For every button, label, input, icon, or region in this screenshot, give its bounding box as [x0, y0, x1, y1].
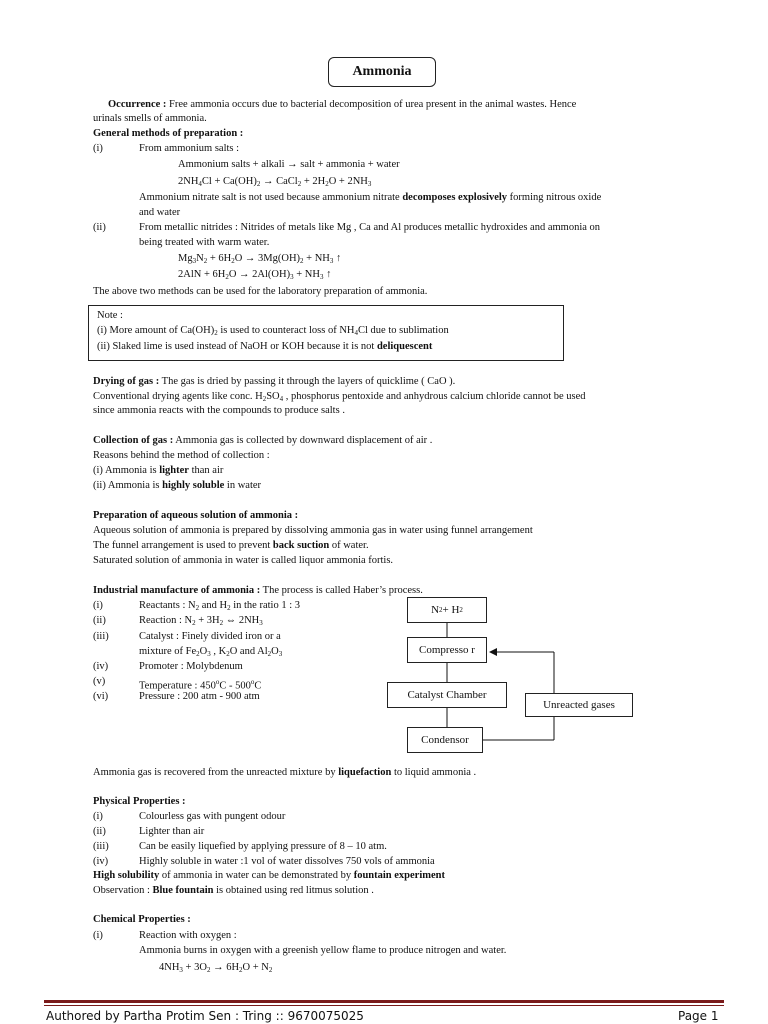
footer-author: Authored by Partha Protim Sen : Tring :: 9670075025 — [46, 1009, 364, 1023]
page-title: Ammonia — [328, 57, 436, 87]
solubility-line: High solubility of ammonia in water can be demonstrated by fountain experiment — [93, 870, 446, 881]
collection-line: Collection of gas : Ammonia gas is collected by downward displacement of air . — [93, 435, 433, 446]
industrial-item-5-number: (v) — [93, 676, 106, 687]
flow-box-condensor: Condensor — [407, 727, 483, 753]
nitrate-note-line-1: Ammonium nitrate salt is not used because ammonium nitrate decomposes explosively forming nitrous oxide — [139, 192, 602, 203]
industrial-heading: Industrial manufacture of ammonia : The process is called Haber’s process. — [93, 585, 423, 596]
footer-page-number: Page 1 — [678, 1009, 719, 1023]
collection-reason-2: (ii) Ammonia is highly soluble in water — [93, 480, 262, 491]
method-i-text: From ammonium salts : — [139, 143, 240, 154]
note-line-1: (i) More amount of $Ca(OH)_2$ is used to counteract loss of $NH_4Cl$ due to sublimation — [97, 325, 449, 337]
equation-2: $2NH_4Cl + Ca(OH)_2$ → CaCl$_2$ + $2H_2O + 2NH_3$ — [178, 176, 372, 188]
physical-item-2-number: (ii) — [93, 826, 106, 837]
aqueous-line-1: Aqueous solution of ammonia is prepared by dissolving ammonia gas in water using funnel arrangement — [93, 525, 533, 536]
flow-box-unreacted-gases: Unreacted gases — [525, 693, 633, 717]
flow-box-compressor: Compresso r — [407, 637, 487, 663]
oxygen-equation: $4NH_3 + 3O_2 \to 6H_2O + N_2$ — [159, 962, 273, 974]
liquefaction-line: Ammonia gas is recovered from the unreacted mixture by liquefaction to liquid ammonia . — [93, 767, 477, 778]
method-ii-text-2: being treated with warm water. — [139, 237, 270, 248]
flow-box-reactants: N 2 + H 2 — [407, 597, 487, 623]
aqueous-line-3: Saturated solution of ammonia in water is called liquor ammonia fortis. — [93, 555, 394, 566]
method-ii-text-1: From metallic nitrides : Nitrides of metals like Mg , Ca and Al produces metallic hydroxides and ammonia on — [139, 222, 601, 233]
aqueous-heading: Preparation of aqueous solution of ammonia : — [93, 510, 299, 521]
industrial-item-3-cont: mixture of $Fe_2O_3$ , $K_2O$ and $Al_2O_3$ — [139, 646, 283, 658]
physical-item-4-number: (iv) — [93, 856, 109, 867]
observation-line: Observation : Blue fountain is obtained using red litmus solution . — [93, 885, 374, 896]
note-label: Note : — [97, 310, 123, 321]
footer-rule-thick — [44, 1000, 724, 1003]
equation-4: $2AlN + 6H_2O \to 2Al(OH)_3 + NH_3$ ↑ — [178, 269, 332, 281]
drying-line-3: since ammonia reacts with the compounds to produce salts . — [93, 405, 345, 416]
note-line-2: (ii) Slaked lime is used instead of NaOH or KOH because it is not deliquescent — [97, 341, 433, 352]
method-i-number: (i) — [93, 143, 103, 154]
general-methods-heading: General methods of preparation : — [93, 128, 244, 139]
industrial-item-3: Catalyst : Finely divided iron or a — [139, 631, 281, 642]
industrial-item-1: Reactants : $N_2$ and $H_2$ in the ratio 1 : 3 — [139, 600, 300, 612]
physical-item-1-number: (i) — [93, 811, 103, 822]
collection-reason-1: (i) Ammonia is lighter than air — [93, 465, 224, 476]
drying-line-2: Conventional drying agents like conc. $H_2SO_4$ , phosphorus pentoxide and anhydrous calcium chloride cannot be used — [93, 391, 586, 403]
chemical-item-1: Reaction with oxygen : — [139, 930, 237, 941]
chemical-heading: Chemical Properties : — [93, 914, 191, 925]
equation-1: Ammonium salts + alkali → salt + ammonia + water — [178, 159, 400, 170]
physical-item-4: Highly soluble in water :1 vol of water dissolves 750 vols of ammonia — [139, 856, 435, 867]
occurrence-line-1: Occurrence : Free ammonia occurs due to bacterial decomposition of urea present in the animal wastes. Hence — [108, 99, 577, 110]
collection-reasons: Reasons behind the method of collection : — [93, 450, 270, 461]
equation-3: $Mg_3N_2 + 6H_2O \to 3Mg(OH)_2 + NH_3$ ↑ — [178, 253, 342, 265]
method-ii-number: (ii) — [93, 222, 106, 233]
footer-rule-thin — [44, 1005, 724, 1006]
industrial-item-5: Temperature : 450$^o$C - 500$^o$C — [139, 678, 262, 692]
industrial-item-2-number: (ii) — [93, 615, 106, 626]
industrial-item-2: Reaction : $N_2 + 3H_2$ ⇔ $2NH_3$ — [139, 615, 263, 627]
industrial-item-3-number: (iii) — [93, 631, 109, 642]
drying-line-1: Drying of gas : The gas is dried by passing it through the layers of quicklime ( CaO ). — [93, 376, 456, 387]
industrial-item-4-number: (iv) — [93, 661, 109, 672]
chemical-item-1-number: (i) — [93, 930, 103, 941]
industrial-item-6-number: (vi) — [93, 691, 109, 702]
physical-item-3: Can be easily liquefied by applying pressure of 8 – 10 atm. — [139, 841, 387, 852]
lab-preparation-note: The above two methods can be used for the laboratory preparation of ammonia. — [93, 286, 428, 297]
industrial-item-4: Promoter : Molybdenum — [139, 661, 243, 672]
physical-heading: Physical Properties : — [93, 796, 186, 807]
chemical-oxygen-line: Ammonia burns in oxygen with a greenish yellow flame to produce nitrogen and water. — [139, 945, 507, 956]
aqueous-line-2: The funnel arrangement is used to prevent back suction of water. — [93, 540, 369, 551]
occurrence-line-2: urinals smells of ammonia. — [93, 113, 207, 124]
industrial-item-6: Pressure : 200 atm - 900 atm — [139, 691, 260, 702]
industrial-item-1-number: (i) — [93, 600, 103, 611]
flow-box-catalyst-chamber: Catalyst Chamber — [387, 682, 507, 708]
physical-item-2: Lighter than air — [139, 826, 205, 837]
nitrate-note-line-2: and water — [139, 207, 181, 218]
physical-item-3-number: (iii) — [93, 841, 109, 852]
physical-item-1: Colourless gas with pungent odour — [139, 811, 286, 822]
